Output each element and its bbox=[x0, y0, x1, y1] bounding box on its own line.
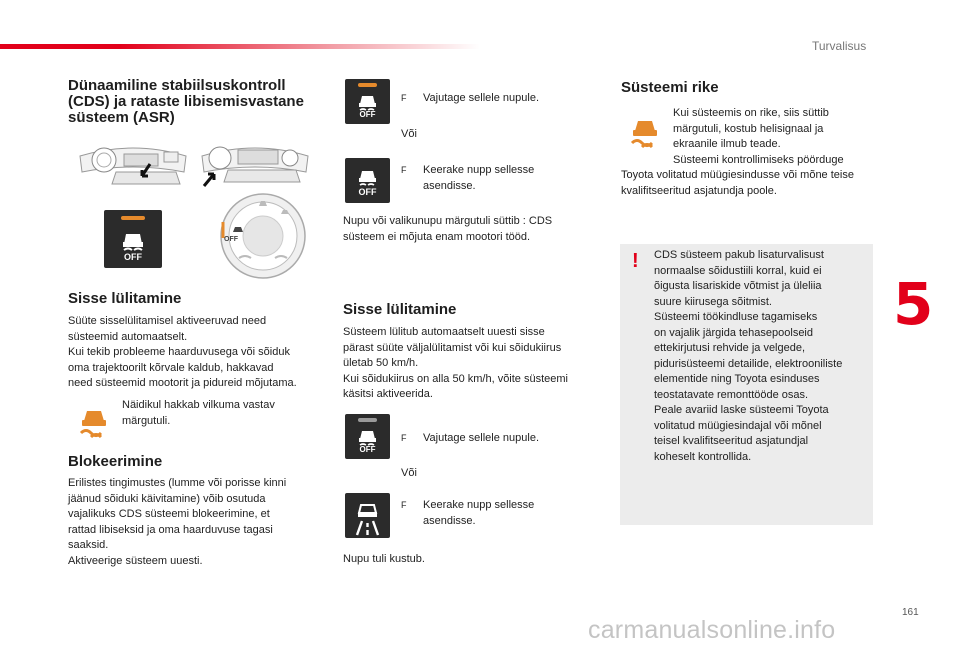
warning-light-icon bbox=[628, 113, 662, 149]
cds-off-button-small[interactable] bbox=[345, 79, 390, 124]
warning-note-text: CDS süsteem pakub lisaturvalisust normaalse sõidustiili korral, kuid ei õigusta lisariskide võtmist ja üleliia suure kiirusega sõitmist. Süsteemi töökindluse tagamiseks on vajalik järgida tehasepoolseid ettekirjutusi rehvide ja velgede, pidurisüsteemi detailide, elektrooniliste elementide ning Toyota esinduses teostatavate remonttööde osas. Peale avariid laske süsteemi Toyota volitatud müügiesindajal või mõnel teisel kvalifitseeritud asjatundjal koheselt kontrollida. bbox=[654, 249, 843, 463]
section-name: Turvalisus bbox=[812, 39, 867, 53]
switch-on-heading-1: Sisse lülitamine bbox=[68, 290, 182, 307]
switch-on-heading-2: Sisse lülitamine bbox=[343, 301, 457, 318]
fault-heading: Süsteemi rike bbox=[621, 79, 719, 96]
fault-text: Toyota volitatud müügiesindusse või mõne teise kvalifitseeritud asjatundja poole. bbox=[621, 169, 854, 197]
warning-light-icon bbox=[77, 403, 111, 439]
blocking-heading: Blokeerimine bbox=[68, 453, 163, 470]
chapter-number: 5 bbox=[893, 270, 934, 338]
or-1: Või bbox=[401, 128, 417, 140]
result-text-1: Nupu või valikunupu märgutuli süttib : CDS süsteem ei mõjuta enam mootori tööd. bbox=[343, 215, 553, 243]
title-line: süsteem (ASR) bbox=[68, 109, 175, 126]
page-number: 161 bbox=[902, 607, 919, 618]
blocking-text: Erilistes tingimustes (lumme või porisse kinni jäänud sõiduki käivitamine) võib osutuda vajalikuks CDS süsteemi blokeerimine, et rattad libiseksid ja oma haarduvuse tagasi saaksid. Aktiveerige süsteem uuesti. bbox=[68, 477, 287, 567]
dial-normal-position-icon bbox=[345, 493, 390, 538]
result-text-2: Nupu tuli kustub. bbox=[343, 553, 425, 565]
road-car-icon bbox=[345, 493, 390, 538]
cds-on-button-small[interactable] bbox=[345, 414, 390, 459]
or-2: Või bbox=[401, 467, 417, 479]
exclamation-icon: ! bbox=[632, 250, 639, 272]
dashboard-illustration-left bbox=[76, 136, 190, 192]
warning-light-text: Näidikul hakkab vilkuma vastav märgutuli. bbox=[122, 399, 275, 427]
dial-off-position-icon bbox=[345, 158, 390, 203]
title-line: Dünaamiline stabiilsuskontroll bbox=[68, 77, 286, 94]
switch-on-text-2: Süsteem lülitub automaatselt uuesti sisse pärast süüte väljalülitamist või kui sõidukiirus ületab 50 km/h. Kui sõidukiirus on alla 50 km/h, võite süsteemi käsitsi aktiveerida. bbox=[343, 326, 568, 400]
off-label: OFF bbox=[358, 187, 377, 197]
switch-on-text-1: Süüte sisselülitamisel aktiveeruvad need süsteemid automaatselt. Kui tekib probleeme haarduvusega või sõiduk oma trajektoorilt kõrvale kaldub, hakkavad need süsteemid mootorit ja pidureid mõjutama. bbox=[68, 315, 297, 389]
dial-off-label: OFF bbox=[224, 236, 238, 243]
cds-off-button[interactable] bbox=[104, 210, 162, 268]
header-color-bar bbox=[0, 44, 480, 49]
title-line: (CDS) ja rataste libisemisvastane bbox=[68, 93, 304, 110]
off-label: OFF bbox=[359, 110, 376, 119]
off-label: OFF bbox=[359, 445, 376, 454]
fault-text-indented: Kui süsteemis on rike, siis süttib märgutuli, kostub helisignaal ja ekraanile ilmub teade. Süsteemi kontrollimiseks pöörduge bbox=[673, 107, 844, 166]
watermark: carmanualsonline.info bbox=[588, 616, 836, 644]
main-title bbox=[68, 78, 304, 126]
off-label: OFF bbox=[124, 252, 142, 262]
dashboard-illustration-right bbox=[198, 136, 312, 192]
